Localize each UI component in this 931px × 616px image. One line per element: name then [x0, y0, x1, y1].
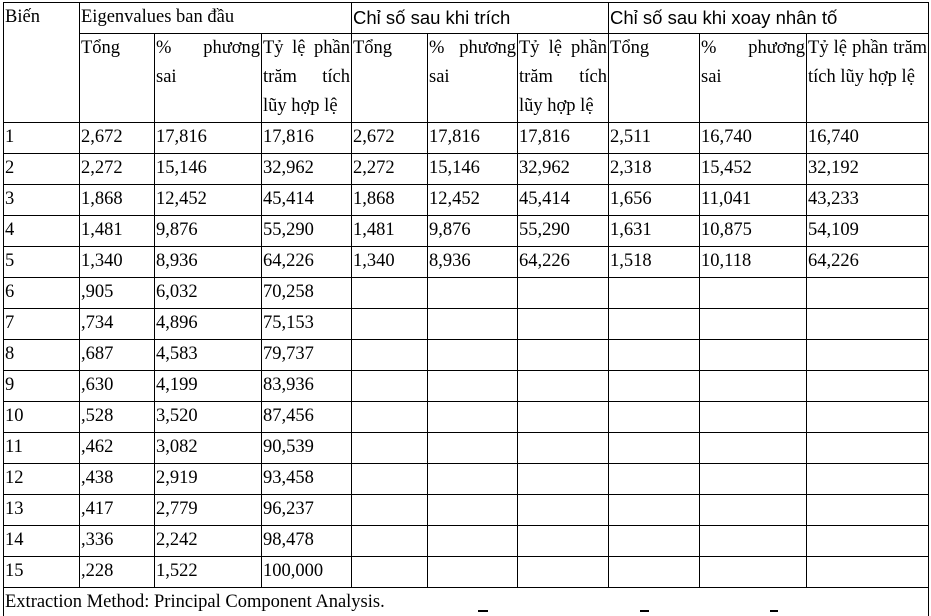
- header-initial-eigenvalues: Eigenvalues ban đầu: [80, 3, 352, 34]
- table-cell: 15,146: [428, 154, 518, 185]
- table-cell: ,438: [80, 464, 155, 495]
- subheader-pct-variance: % phương sai: [700, 34, 807, 123]
- table-cell: 9,876: [155, 216, 262, 247]
- table-cell: ,336: [80, 526, 155, 557]
- table-cell: [807, 309, 929, 340]
- table-cell: [700, 464, 807, 495]
- table-cell: 1,631: [609, 216, 700, 247]
- table-cell: [807, 340, 929, 371]
- table-cell: [609, 402, 700, 433]
- row-variable-cell: 10: [4, 402, 80, 433]
- eigenvalue-table: [3, 2, 929, 616]
- table-cell: 79,737: [262, 340, 352, 371]
- row-variable-cell: 12: [4, 464, 80, 495]
- table-cell: [700, 495, 807, 526]
- table-cell: [352, 278, 428, 309]
- table-cell: [609, 464, 700, 495]
- table-cell: 64,226: [518, 247, 609, 278]
- table-cell: [428, 278, 518, 309]
- table-cell: [807, 464, 929, 495]
- table-cell: 55,290: [518, 216, 609, 247]
- table-cell: [700, 402, 807, 433]
- table-cell: 16,740: [807, 123, 929, 154]
- table-cell: [518, 309, 609, 340]
- table-cell: [700, 557, 807, 588]
- table-cell: [428, 340, 518, 371]
- table-cell: 8,936: [428, 247, 518, 278]
- table-row: [4, 433, 929, 464]
- table-cell: 4,583: [155, 340, 262, 371]
- table-cell: ,687: [80, 340, 155, 371]
- footer-row: [4, 588, 929, 616]
- subheader-cumulative: Tỷ lệ phần trăm tích lũy hợp lệ: [518, 34, 609, 123]
- header-group-row: [4, 3, 929, 34]
- table-cell: 32,962: [518, 154, 609, 185]
- table-cell: [609, 309, 700, 340]
- table-row: [4, 123, 929, 154]
- table-cell: 17,816: [155, 123, 262, 154]
- table-cell: 1,656: [609, 185, 700, 216]
- table-cell: [700, 340, 807, 371]
- table-cell: 17,816: [518, 123, 609, 154]
- table-cell: 2,511: [609, 123, 700, 154]
- row-variable-cell: 6: [4, 278, 80, 309]
- row-variable-cell: 7: [4, 309, 80, 340]
- table-cell: [700, 433, 807, 464]
- table-cell: [700, 526, 807, 557]
- table-cell: 15,452: [700, 154, 807, 185]
- row-variable-cell: 11: [4, 433, 80, 464]
- table-cell: 45,414: [262, 185, 352, 216]
- table-cell: [428, 526, 518, 557]
- table-cell: [518, 557, 609, 588]
- table-cell: [807, 278, 929, 309]
- subheader-total: Tổng: [80, 34, 155, 123]
- subheader-cumulative: Tỷ lệ phần trăm tích lũy hợp lệ: [807, 34, 929, 123]
- table-cell: 1,522: [155, 557, 262, 588]
- subheader-pct-variance: % phương sai: [428, 34, 518, 123]
- row-variable-cell: 3: [4, 185, 80, 216]
- table-cell: 3,520: [155, 402, 262, 433]
- header-extraction: Chỉ số sau khi trích: [352, 3, 609, 34]
- table-cell: ,734: [80, 309, 155, 340]
- table-cell: 12,452: [155, 185, 262, 216]
- row-variable-cell: 8: [4, 340, 80, 371]
- table-row: [4, 185, 929, 216]
- table-cell: 17,816: [428, 123, 518, 154]
- table-cell: [518, 402, 609, 433]
- table-cell: 98,478: [262, 526, 352, 557]
- table-row: [4, 495, 929, 526]
- row-variable-cell: 5: [4, 247, 80, 278]
- table-cell: [352, 526, 428, 557]
- table-cell: 2,919: [155, 464, 262, 495]
- table-cell: 8,936: [155, 247, 262, 278]
- table-cell: [428, 495, 518, 526]
- table-cell: [518, 278, 609, 309]
- table-cell: 3,082: [155, 433, 262, 464]
- table-cell: [428, 433, 518, 464]
- header-variable: Biến: [4, 3, 80, 123]
- header-sub-row: [4, 34, 929, 123]
- table-cell: 1,481: [352, 216, 428, 247]
- table-cell: [352, 402, 428, 433]
- table-cell: 32,962: [262, 154, 352, 185]
- table-cell: ,462: [80, 433, 155, 464]
- table-cell: 1,868: [80, 185, 155, 216]
- table-cell: ,228: [80, 557, 155, 588]
- subheader-total: Tổng: [352, 34, 428, 123]
- table-cell: [609, 433, 700, 464]
- table-cell: 93,458: [262, 464, 352, 495]
- table-row: [4, 526, 929, 557]
- table-cell: 45,414: [518, 185, 609, 216]
- table-cell: 1,518: [609, 247, 700, 278]
- table-cell: [807, 433, 929, 464]
- table-row: [4, 371, 929, 402]
- table-row: [4, 464, 929, 495]
- table-cell: 1,340: [80, 247, 155, 278]
- table-cell: [518, 464, 609, 495]
- table-cell: 2,272: [352, 154, 428, 185]
- header-rotation: Chỉ số sau khi xoay nhân tố: [609, 3, 929, 34]
- table-cell: [518, 433, 609, 464]
- table-cell: 12,452: [428, 185, 518, 216]
- table-cell: [428, 309, 518, 340]
- table-cell: ,528: [80, 402, 155, 433]
- table-cell: 1,868: [352, 185, 428, 216]
- table-cell: [807, 371, 929, 402]
- table-cell: 4,199: [155, 371, 262, 402]
- table-cell: 1,340: [352, 247, 428, 278]
- subheader-total: Tổng: [609, 34, 700, 123]
- table-cell: [352, 371, 428, 402]
- table-cell: [700, 371, 807, 402]
- table-cell: [518, 371, 609, 402]
- table-cell: [518, 340, 609, 371]
- table-cell: 90,539: [262, 433, 352, 464]
- table-row: [4, 557, 929, 588]
- table-cell: [428, 464, 518, 495]
- row-variable-cell: 9: [4, 371, 80, 402]
- table-cell: 2,242: [155, 526, 262, 557]
- table-cell: [352, 464, 428, 495]
- row-variable-cell: 1: [4, 123, 80, 154]
- table-cell: 64,226: [807, 247, 929, 278]
- row-variable-cell: 2: [4, 154, 80, 185]
- row-variable-cell: 15: [4, 557, 80, 588]
- table-cell: 9,876: [428, 216, 518, 247]
- table-cell: ,905: [80, 278, 155, 309]
- table-cell: [609, 557, 700, 588]
- table-cell: 2,272: [80, 154, 155, 185]
- table-cell: [352, 309, 428, 340]
- table-cell: 2,779: [155, 495, 262, 526]
- table-cell: 32,192: [807, 154, 929, 185]
- table-cell: [352, 433, 428, 464]
- table-cell: [352, 495, 428, 526]
- table-cell: [609, 340, 700, 371]
- table-cell: 96,237: [262, 495, 352, 526]
- table-cell: 43,233: [807, 185, 929, 216]
- table-cell: ,630: [80, 371, 155, 402]
- table-cell: [609, 495, 700, 526]
- table-cell: [518, 526, 609, 557]
- table-row: [4, 278, 929, 309]
- table-cell: 10,118: [700, 247, 807, 278]
- table-cell: 4,896: [155, 309, 262, 340]
- table-cell: 2,672: [80, 123, 155, 154]
- row-variable-cell: 14: [4, 526, 80, 557]
- table-cell: 2,672: [352, 123, 428, 154]
- table-footnote: Extraction Method: Principal Component Analysis.: [4, 588, 929, 616]
- table-cell: 11,041: [700, 185, 807, 216]
- table-cell: [428, 557, 518, 588]
- table-cell: 54,109: [807, 216, 929, 247]
- table-cell: [428, 402, 518, 433]
- table-cell: [609, 526, 700, 557]
- table-cell: [518, 495, 609, 526]
- table-row: [4, 340, 929, 371]
- table-row: [4, 216, 929, 247]
- row-variable-cell: 4: [4, 216, 80, 247]
- table-cell: [807, 402, 929, 433]
- table-cell: 6,032: [155, 278, 262, 309]
- table-cell: ,417: [80, 495, 155, 526]
- table-cell: [609, 371, 700, 402]
- table-cell: [807, 557, 929, 588]
- table-cell: 10,875: [700, 216, 807, 247]
- table-row: [4, 402, 929, 433]
- table-cell: 70,258: [262, 278, 352, 309]
- table-row: [4, 309, 929, 340]
- row-variable-cell: 13: [4, 495, 80, 526]
- table-cell: [700, 309, 807, 340]
- table-cell: 55,290: [262, 216, 352, 247]
- table-cell: 100,000: [262, 557, 352, 588]
- table-cell: 83,936: [262, 371, 352, 402]
- table-cell: [428, 371, 518, 402]
- table-cell: [807, 526, 929, 557]
- subheader-pct-variance: % phương sai: [155, 34, 262, 123]
- table-body: [4, 123, 929, 588]
- table-cell: 75,153: [262, 309, 352, 340]
- table-row: [4, 154, 929, 185]
- table-row: [4, 247, 929, 278]
- subheader-cumulative: Tỷ lệ phần trăm tích lũy hợp lệ: [262, 34, 352, 123]
- table-cell: 87,456: [262, 402, 352, 433]
- table-cell: 2,318: [609, 154, 700, 185]
- table-cell: [609, 278, 700, 309]
- table-cell: [352, 557, 428, 588]
- table-cell: 64,226: [262, 247, 352, 278]
- table-cell: 1,481: [80, 216, 155, 247]
- table-cell: [700, 278, 807, 309]
- table-cell: [352, 340, 428, 371]
- table-cell: 15,146: [155, 154, 262, 185]
- table-cell: [807, 495, 929, 526]
- table-cell: 16,740: [700, 123, 807, 154]
- table-cell: 17,816: [262, 123, 352, 154]
